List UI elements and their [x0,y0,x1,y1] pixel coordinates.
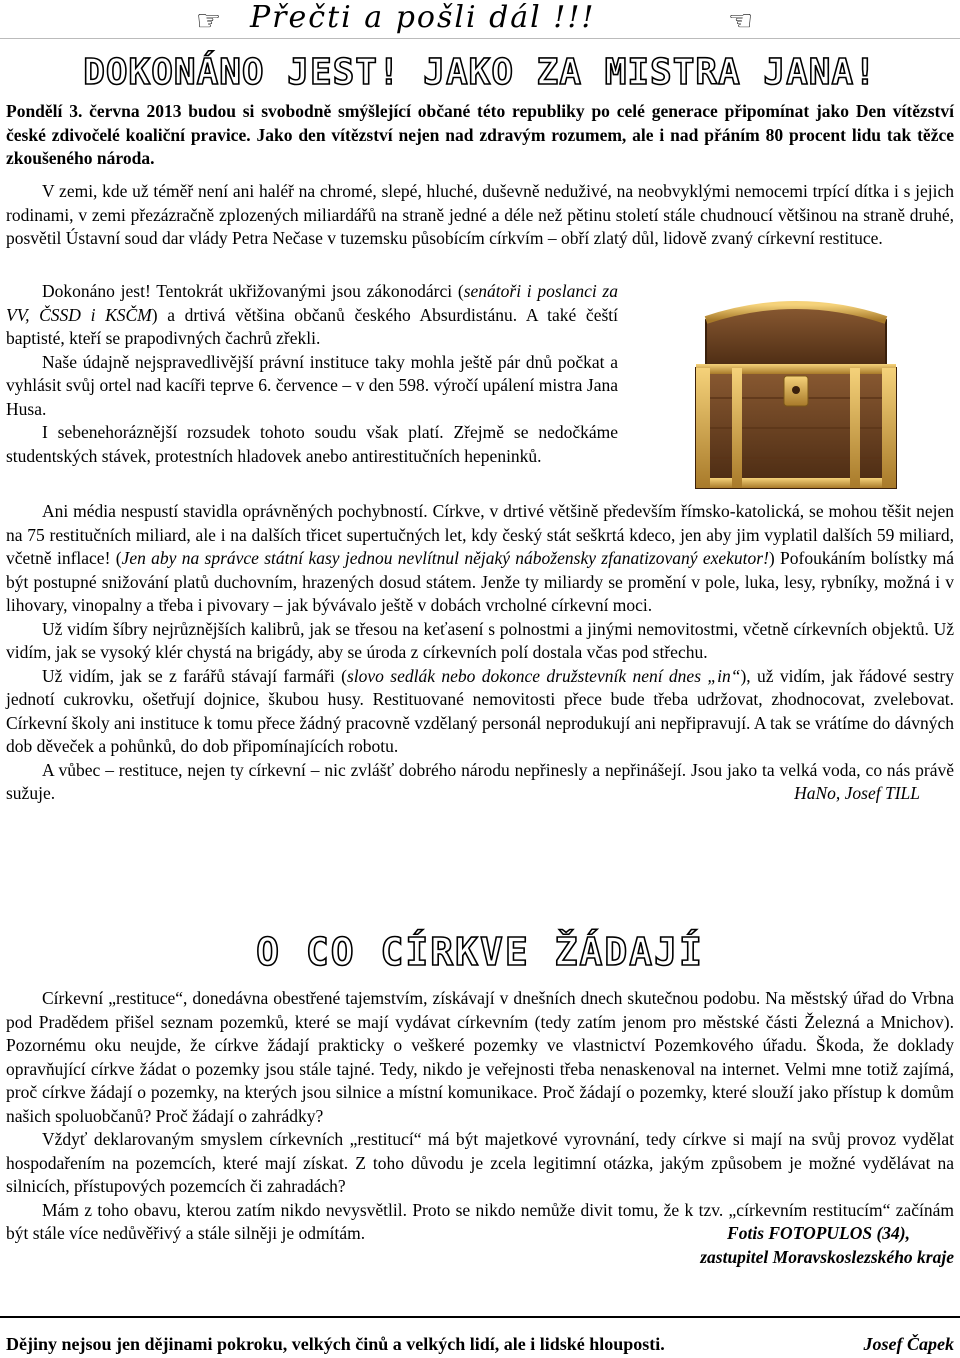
header-motto: Přečti a pošli dál !!! [250,0,596,35]
paragraph: Naše údajně nejspravedlivější právní instituce taky mohla ještě pár dnů počkat a vyhlásit svůj ortel nad kacíři teprve 6. července – v den 598. výročí upálení mistra Jana Husa. [6,351,618,419]
header-bar [0,0,960,40]
header-divider [0,38,960,39]
text-span: Už vidím, jak se z farářů stávají farmáři ( [42,665,347,686]
text-span: Ani média nespustí stavidla oprávněných pochybností. Církve, v drtivé většině především římsko-katolická, se mohou těšit nejen na 75 restitučních miliard, ale i na dalších třicet supertučných let, kdy český stát seškrtá kdeco, jen aby jim vyplatil dalších 59 miliard, včetně inflace! ( [6,501,954,568]
article2-body [6,987,954,1269]
article1-lead: Pondělí 3. června 2013 budou si svobodně smýšlející občané této republiky po celé generace připomínat jako Den vítězství české zdivočelé koaliční pravice. Jako den vítězství nejen nad zdravým rozumem, ale i nad přáním 80 procent lidu tak těžce zkoušeného národa. [6,101,954,168]
text-span: ) a drtivá většina občanů českého Absurdistánu. A také čeští baptisté, kteří se prapodivných čachrů zřekli. [6,304,618,348]
paragraph [6,1199,954,1246]
text-span: Mám z toho obavu, kterou zatím nikdo nevysvětlil. Proto se nikdo nemůže divit tomu, že k tzv. „církevním restitucím“ začínám být stále více nedůvěřivý a stále silněji je odmítám. [6,1199,954,1243]
paragraph [6,500,954,618]
paragraph [6,280,618,351]
text-span: Dokonáno jest! Tentokrát ukřižovanými jsou zákonodárci ( [42,281,464,301]
text-span: A vůbec – restituce, nejen ty církevní – nic zvlášť dobrého národu nepřinesly a nepřinášejí. Jsou jako ta velká voda, co nás právě sužuje. [6,759,954,803]
footer-quote-text: Dějiny nejsou jen dějinami pokroku, velkých činů a velkých lidí, ale i lidské hlouposti. [6,1334,665,1354]
paragraph: V zemi, kde už téměř není ani haléř na chromé, slepé, hluché, duševně neduživé, na neobvyklými nemocemi trpící dítka i s jejich rodinami, v zemi přezázračně zplozených miliardářů na straně jedné a déle než pětinu století stále chudnoucí většinou na straně druhé, posvětil Ústavní soud dar vlády Petra Nečase v tuzemsku působícím církvím – obří zlatý důl, lidově zvaný církevní restituce. [6,181,954,248]
hand-pointing-left-icon: ☜ [728,6,754,37]
paragraph [6,759,954,806]
article2-title: O CO CÍRKVE ŽÁDAJÍ [256,930,704,974]
article2-signature: Fotis FOTOPULOS (34), [727,1223,910,1243]
paragraph: Církevní „restituce“, donedávna obestřené tajemstvím, získávají v dnešních dnech skutečnou podobu. Na městský úřad do Vrbna pod Pradědem přišel seznam pozemků, které se mají vydávat církevním (tedy zatím jenom pro městské části Železná a Mnichov). Pozornému oku neujde, že církve žádají prakticky o veškeré pozemky ve vlastnictví Pozemkového úřadu. Škoda, že doklady opravňující církve žádat o pozemky jsou stále tajné. Tedy, nikdo je veřejnosti třeba nenaskenoval na internet. Velmi mne totiž zajímá, proč církve žádají o pozemky, na kterých jsou silnice a místní komunikace. Proč žádají o pozemky, které slouží jako přístup k domům našich spoluobčanů? Proč žádají o zahrádky? [6,988,954,1126]
paragraph: Vždyť deklarovaným smyslem církevních „restitucí“ má být majetkové vyrovnání, tedy církve si mají na svůj provoz vydělat hospodařením na pozemcích, které mají získat. Z toho důvodu je zcela legitimní otázka, jakým způsobem je možné vydělávat na silnicích, přístupových pozemcích či zahradách? [6,1129,954,1196]
article1-column-text [6,280,618,468]
text-span: ) Pofoukáním bolístky má být postupné snižování platů duchovním, hrazených dosud státem. Jenže ty miliardy se promění v pole, luka, lesy, rybníky, možná i v lihovary, vinopalny a třeba i pivovary – jak bývávalo ještě v dobách vrcholné církevní moci. [6,548,954,615]
treasure-chest-icon [636,290,954,500]
text-span: ), už vidím, jak řádové sestry jednotí cukrovku, ošetřují dojnice, škubou husy. Restituované nemovitosti přece bude třeba udržovat, zhodnocovat, zvelebovat. Církevní školy ani instituce k tomu přece žádný pracovně vzdělaný personál neprodukují ani nepřipravují. A tak se vrátíme do dávných dob děveček a pohůnků, do dob připomínajících robotu. [6,665,954,756]
text-span-italic: Jen aby na správce státní kasy jednou nevlítnul nějaký nábožensky zfanatizovaný exekutor! [121,548,769,568]
article1-signature: HaNo, Josef TILL [794,783,920,803]
hand-pointing-right-icon: ☞ [196,6,222,37]
article2-signature-role: zastupitel Moravskoslezského kraje [700,1246,954,1267]
paragraph: I sebenehoráznější rozsudek tohoto soudu však platí. Zřejmě se nedočkáme studentských stávek, protestních hladovek anebo antirestitučních hepeninků. [6,422,618,466]
article1-paragraph-1 [6,180,954,251]
footer-quote-author: Josef Čapek [863,1334,954,1354]
paragraph [6,665,954,759]
article1-continued [6,500,954,806]
text-span-italic: slovo sedlák nebo dokonce družstevník není dnes „in“ [346,665,741,686]
footer-quote [0,1316,960,1355]
article1-title: DOKONÁNO JEST! JAKO ZA MISTRA JANA! [83,52,877,93]
paragraph: Už vidím šíbry nejrůznějších kalibrů, jak se třesou na keťasení s polnostmi a jinými nemovitostmi, včetně církevních objektů. Už vidím, jak se vysoký klér chystá na brigády, aby se úroda z církevních polí dostala včas pod střechu. [6,618,954,662]
text-span-italic: senátoři i poslanci za VV, ČSSD i KSČM [6,281,618,325]
